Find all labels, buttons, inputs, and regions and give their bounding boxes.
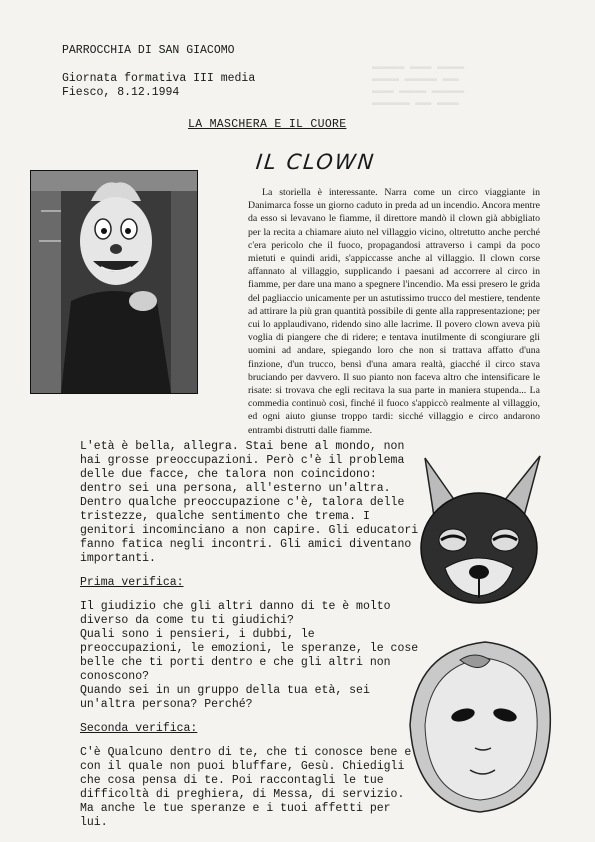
event-name: Giornata formativa III media	[62, 72, 256, 85]
second-check-heading: Seconda verifica:	[80, 722, 198, 735]
section-title: IL CLOWN	[254, 150, 377, 174]
page-title: LA MASCHERA E IL CUORE	[188, 118, 347, 131]
photo-clown-mask-child	[30, 170, 198, 394]
first-check-question-1: Il giudizio che gli altri danno di te è molto diverso da come tu ti giudichi?	[80, 600, 391, 627]
story-text	[248, 186, 540, 437]
story-paragraph: La storiella è interessante. Narra come un circo viaggiante in Danimarca fosse un giorno caduto in preda ad un incendio. Ancora mentre da esso si levavano le fiamme, il direttore mandò il clown già abbigliato per la recita a chiamare aiuto nel villaggio vicino, oltretutto anche perché c'era pericolo che il fuoco, propagandosi attraverso i campi da poco mietuti e quindi aridi, s'appiccasse anche al villaggio. Il clown corse affannato al villaggio, supplicando i paesani ad accorrere al circo in fiamme, per dare una mano a spegnere l'incendio. Ma essi presero le grida del pagliaccio unicamente per un astutissimo trucco del mestiere, tendente ad attirare la più gran quantità possibile di gente alla rappresentazione; per cui lo applaudivano, ridendo sino alle lacrime. Il povero clown aveva più voglia di piangere che di ridere; e tentava inutilmente di scongiurare gli uomini ad andare, spiegando loro che non si trattava affatto d'una finzione, d'un trucco, bensì d'una amara realtà, giacché il circo stava bruciando per davvero. Il suo pianto non faceva altro che intensificare le risate: si trovava che egli recitava la sua parte in maniera stupenda... La commedia continuò così, finché il fuoco s'appiccò realmente al villaggio, ed ogni aiuto giunse troppo tardi: sicché villaggio e circo andarono entrambi distrutti dalle fiamme.	[248, 187, 540, 436]
bleed-through-text: ▬▬▬▬▬▬ ▬▬▬▬ ▬▬▬▬▬ ▬▬▬▬▬ ▬▬▬▬▬▬ ▬▬▬ ▬▬▬▬ ▬▬▬▬▬ ▬▬▬▬▬▬ ▬▬▬▬▬▬▬ ▬▬▬ ▬▬▬▬	[372, 63, 465, 109]
place-date: Fiesco, 8.12.1994	[62, 86, 180, 99]
first-check-question-3: Quando sei in un gruppo della tua età, sei un'altra persona? Perché?	[80, 684, 370, 711]
first-check-question-2: Quali sono i pensieri, i dubbi, le preoccupazioni, le emozioni, le speranze, le cose belle che ti porti dentro e che gli altri non conoscono?	[80, 628, 419, 683]
document-header	[62, 44, 255, 100]
first-check-heading: Prima verifica:	[80, 576, 184, 589]
intro-paragraph: L'età è bella, allegra. Stai bene al mondo, non hai grosse preoccupazioni. Però c'è il problema delle due facce, che talora non coincidono: dentro sei una persona, all'esterno un'altra. Dentro qualche preoccupazione c'è, talora delle tristezze, qualche sentimento che trema. I genitori incominciano a non capire. Gli educatori fanno fatica negli incontri. Gli amici diventano importanti.	[80, 440, 419, 565]
main-text	[80, 440, 425, 840]
mask-rabbit-drawing	[405, 448, 550, 613]
parish-name: PARROCCHIA DI SAN GIACOMO	[62, 44, 235, 57]
second-check-text: C'è Qualcuno dentro di te, che ti conosce bene e con il quale non puoi bluffare, Gesù. Chiedigli che cosa pensa di te. Poi raccontagli le tue difficoltà di preghiera, di Messa, di servizio. Ma anche le tue speranze e i tuoi affetti per lui.	[80, 746, 412, 829]
mask-bonnet-face-drawing	[395, 630, 560, 820]
